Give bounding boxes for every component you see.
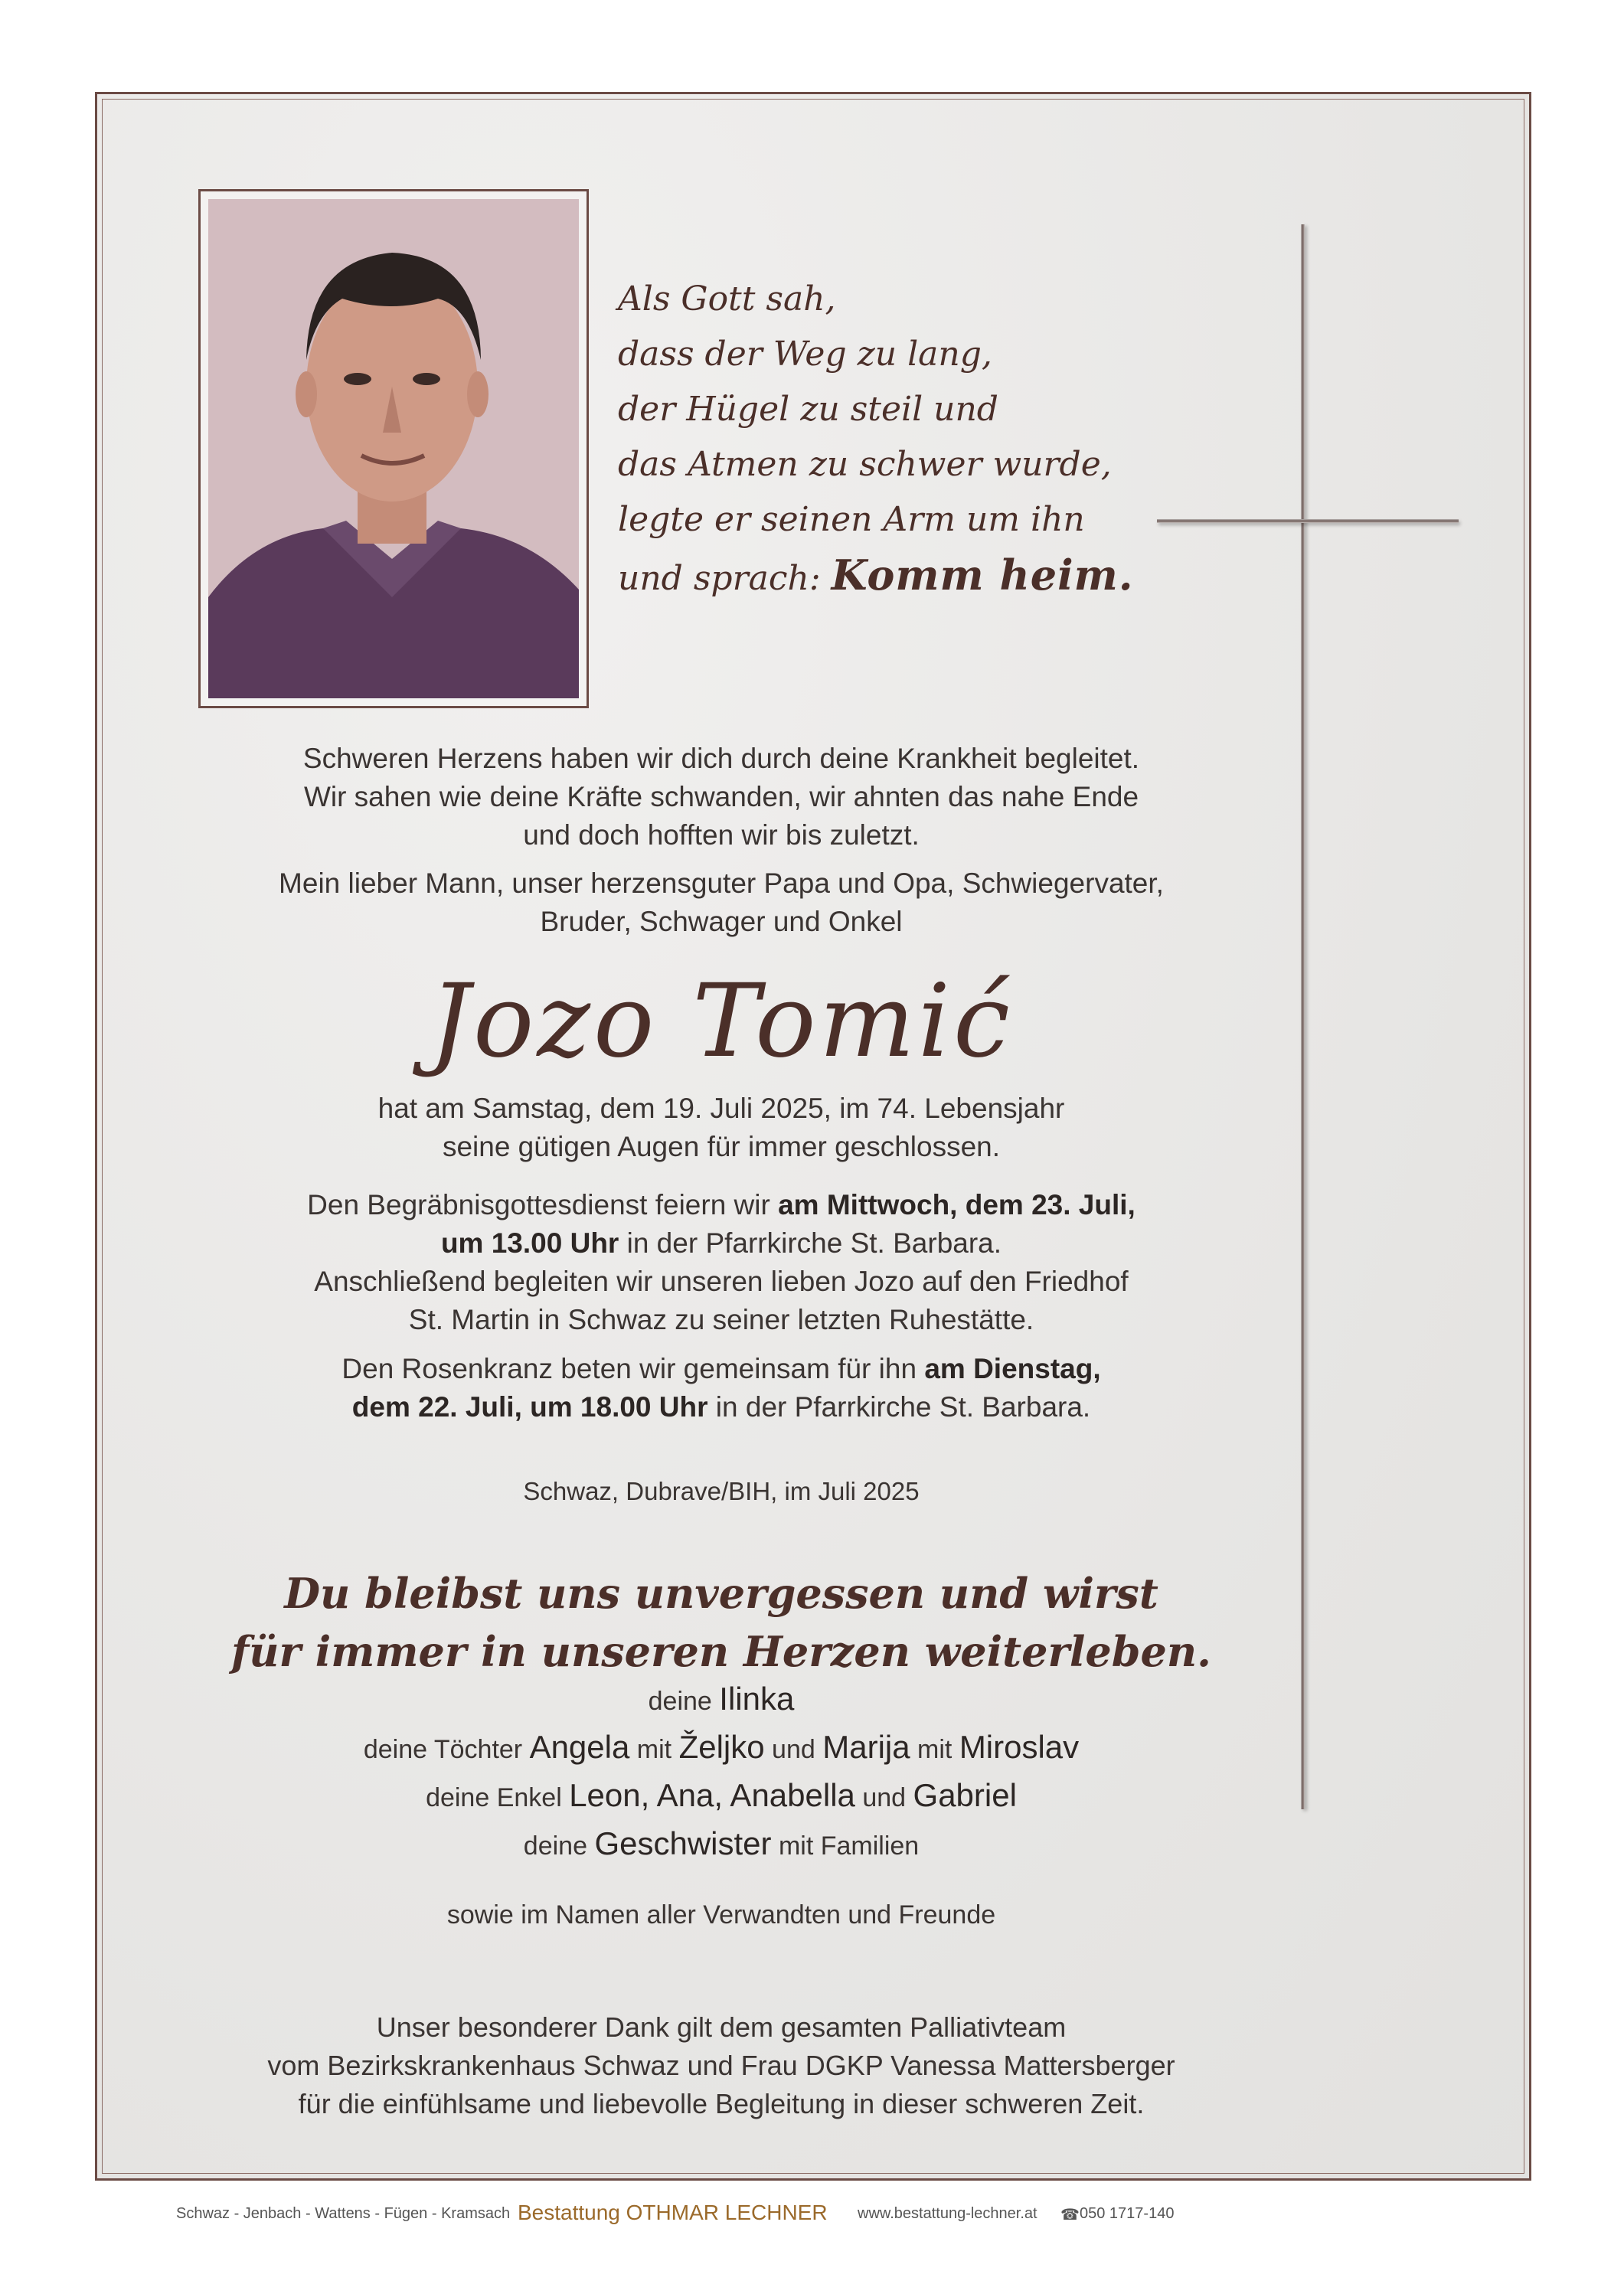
mourner-connector: mit xyxy=(629,1735,679,1764)
mourner-connector: mit xyxy=(910,1735,959,1764)
poem-line: das Atmen zu schwer wurde, xyxy=(618,445,1112,484)
funeral-line xyxy=(97,1224,1345,1263)
closing-line: für immer in unseren Herzen weiterleben. xyxy=(231,1627,1211,1676)
mourner-suffix: mit Familien xyxy=(771,1831,920,1861)
funeral-text: in der Pfarrkirche St. Barbara. xyxy=(619,1227,1002,1259)
rosary-time: dem 22. Juli, um 18.00 Uhr xyxy=(351,1391,708,1423)
mourner-siblings xyxy=(97,1821,1345,1869)
place-date: Schwaz, Dubrave/BIH, im Juli 2025 xyxy=(523,1477,920,1505)
poem-line-last xyxy=(618,547,1134,606)
poem-final: Komm heim. xyxy=(831,551,1134,600)
mourner-name: Miroslav xyxy=(959,1729,1080,1765)
funeral-info xyxy=(97,1186,1345,1339)
mourner-daughters xyxy=(97,1724,1345,1773)
funeral-date: am Mittwoch, dem 23. Juli, xyxy=(778,1189,1135,1220)
mourners-list xyxy=(97,1676,1345,1938)
poem-line: Als Gott sah, xyxy=(618,279,836,319)
mourner-name: Ilinka xyxy=(719,1681,795,1717)
mourner-connector: und xyxy=(764,1735,823,1764)
funeral-line: Anschließend begleiten wir unseren lieben Jozo auf den Friedhof xyxy=(314,1266,1129,1297)
mourner-name: Geschwister xyxy=(594,1825,772,1861)
mourner-connector: und xyxy=(854,1783,913,1812)
footer-phone[interactable]: 050 1717-140 xyxy=(1080,2205,1175,2222)
deceased-name: Jozo Tomić xyxy=(430,962,1013,1080)
funeral-line xyxy=(97,1186,1345,1224)
relations-line: Bruder, Schwager und Onkel xyxy=(540,906,903,937)
mourner-prefix: deine xyxy=(523,1831,595,1861)
closing-line: Du bleibst uns unvergessen und wirst xyxy=(284,1569,1158,1618)
poem-line: legte er seinen Arm um ihn xyxy=(618,500,1085,539)
portrait-frame xyxy=(198,189,589,708)
relations-line: Mein lieber Mann, unser herzensguter Papa und Opa, Schwiegervater, xyxy=(279,868,1164,899)
footer-brand: Bestattung OTHMAR LECHNER xyxy=(518,2201,828,2224)
mourner-name: Ana, xyxy=(649,1777,724,1813)
mourner-prefix: deine xyxy=(648,1687,720,1716)
mourner-name: Angela xyxy=(529,1729,630,1765)
poem xyxy=(618,272,1134,606)
closing-quote xyxy=(97,1564,1345,1681)
mourner-prefix: deine Töchter xyxy=(363,1735,530,1764)
mourner-name: Leon, xyxy=(569,1777,650,1813)
intro-line: Schweren Herzens haben wir dich durch deine Krankheit begleitet. xyxy=(302,743,1140,774)
footer xyxy=(0,2194,1624,2233)
rosary-date: am Dienstag, xyxy=(924,1353,1101,1384)
rosary-line xyxy=(97,1388,1345,1426)
portrait-photo xyxy=(208,199,579,698)
poem-line: dass der Weg zu lang, xyxy=(618,335,992,374)
rosary-info xyxy=(97,1350,1345,1426)
mourner-relatives: sowie im Namen aller Verwandten und Freunde xyxy=(446,1900,996,1929)
thanks-text xyxy=(97,2008,1345,2123)
thanks-line: vom Bezirkskrankenhaus Schwaz und Frau DGKP Vanessa Mattersberger xyxy=(267,2050,1175,2081)
footer-locations: Schwaz - Jenbach - Wattens - Fügen - Kramsach xyxy=(176,2205,511,2222)
poem-line: der Hügel zu steil und xyxy=(618,390,998,429)
death-line: seine gütigen Augen für immer geschlossen. xyxy=(442,1131,1001,1162)
poem-line: und sprach: xyxy=(618,559,821,598)
mourner-prefix: deine Enkel xyxy=(426,1783,570,1812)
intro-text xyxy=(97,740,1345,854)
mourner-name: Željko xyxy=(678,1729,765,1765)
funeral-time: um 13.00 Uhr xyxy=(440,1227,619,1259)
portrait-illustration xyxy=(208,199,579,698)
footer-website[interactable]: www.bestattung-lechner.at xyxy=(858,2205,1037,2222)
intro-line: und doch hofften wir bis zuletzt. xyxy=(523,819,920,851)
mourner-name: Anabella xyxy=(723,1777,855,1813)
relations-text xyxy=(97,864,1345,941)
thanks-line: Unser besonderer Dank gilt dem gesamten Palliativteam xyxy=(376,2011,1067,2043)
cross-icon-horizontal-beam xyxy=(1157,519,1459,523)
death-notice xyxy=(97,1090,1345,1166)
mourner-grandchildren xyxy=(97,1773,1345,1821)
mourner-wife xyxy=(97,1676,1345,1724)
phone-icon: ☎ xyxy=(1060,2207,1080,2224)
funeral-text: Den Begräbnisgottesdienst feiern wir xyxy=(307,1189,779,1220)
funeral-line: St. Martin in Schwaz zu seiner letzten Ruhestätte. xyxy=(408,1304,1034,1335)
obituary-card xyxy=(95,92,1531,2181)
intro-line: Wir sahen wie deine Kräfte schwanden, wir ahnten das nahe Ende xyxy=(303,781,1139,812)
rosary-text: Den Rosenkranz beten wir gemeinsam für ihn xyxy=(341,1353,925,1384)
mourner-name: Marija xyxy=(822,1729,910,1765)
rosary-line xyxy=(97,1350,1345,1388)
death-line: hat am Samstag, dem 19. Juli 2025, im 74. Lebensjahr xyxy=(377,1093,1065,1124)
mourner-name: Gabriel xyxy=(913,1777,1017,1813)
thanks-line: für die einfühlsame und liebevolle Begleitung in dieser schweren Zeit. xyxy=(298,2088,1145,2119)
rosary-text: in der Pfarrkirche St. Barbara. xyxy=(707,1391,1091,1423)
